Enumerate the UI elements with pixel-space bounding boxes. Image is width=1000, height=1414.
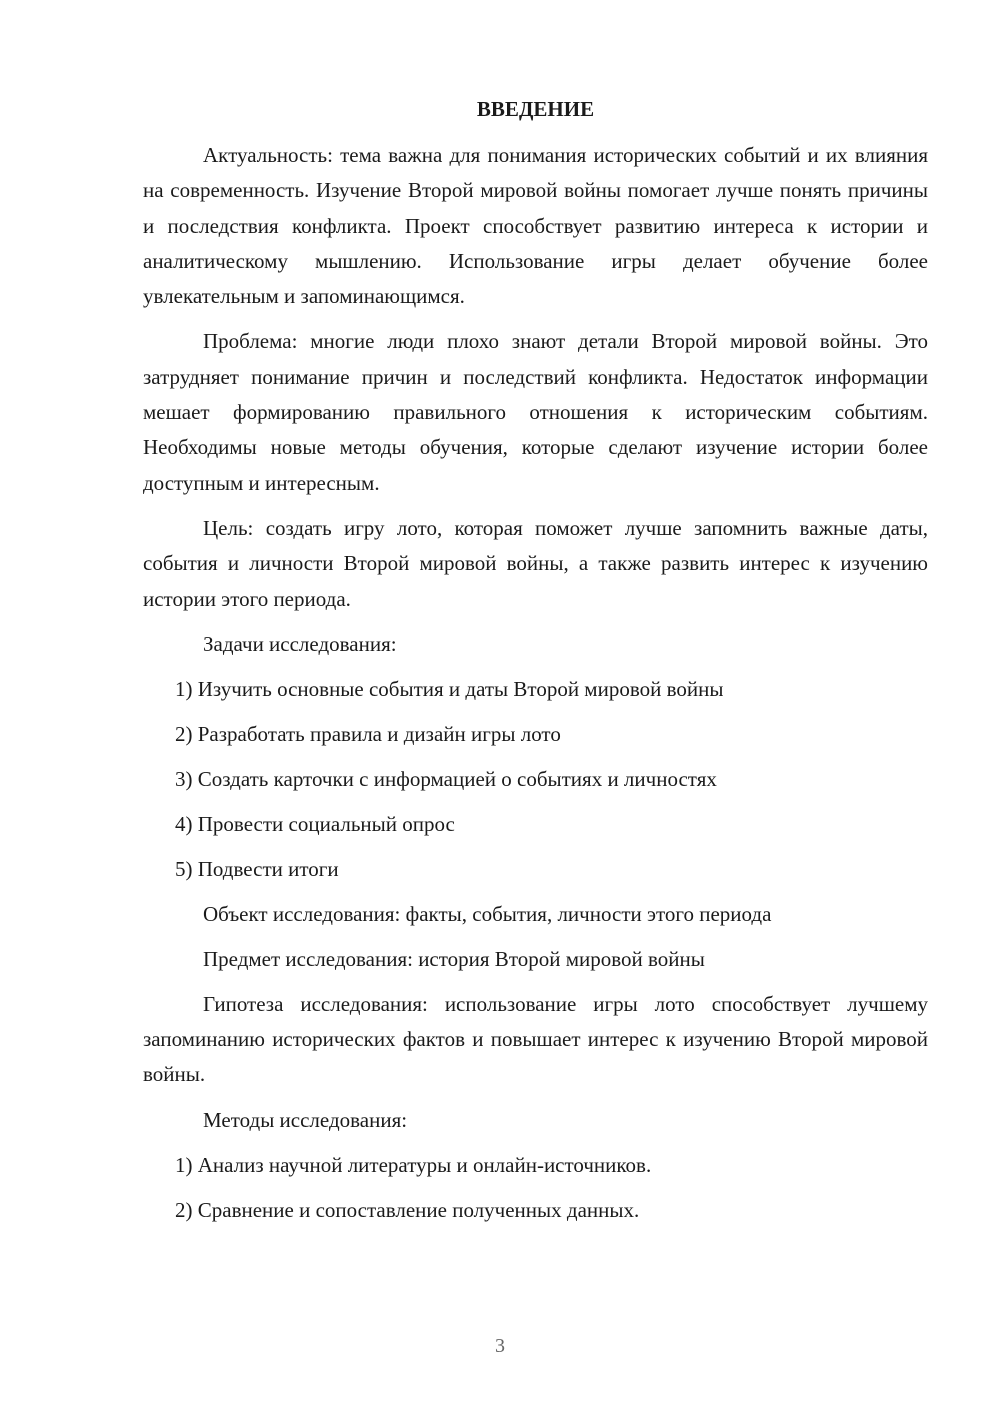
hypothesis-paragraph: Гипотеза исследования: использование игры лото способствует лучшему запоминанию исторических фактов и повышает интерес к изучению Второй мировой войны. <box>143 991 928 1087</box>
page-number: 3 <box>495 1335 505 1357</box>
tasks-heading: Задачи исследования: <box>203 631 397 656</box>
list-item: 2) Сравнение и сопоставление полученных данных. <box>175 1197 640 1222</box>
page-title: ВВЕДЕНИЕ <box>476 97 595 121</box>
methods-heading: Методы исследования: <box>203 1107 408 1132</box>
list-item: 3) Создать карточки с информацией о событиях и личностях <box>175 766 717 791</box>
list-item: 1) Анализ научной литературы и онлайн-источников. <box>175 1152 652 1177</box>
goal-paragraph: Цель: создать игру лото, которая поможет лучше запомнить важные даты, события и личности Второй мировой войны, а также развить интерес к изучению истории этого периода. <box>143 515 928 611</box>
relevance-paragraph: Актуальность: тема важна для понимания исторических событий и их влияния на современность. Изучение Второй мировой войны помогает лучше понять причины и последствия конфликта. Проект способствует развитию интереса к истории и аналитическому мышлению. Использование игры делает обучение более увлекательным и запоминающимся. <box>143 143 928 309</box>
list-item: 4) Провести социальный опрос <box>175 811 455 836</box>
subject-line: Предмет исследования: история Второй мировой войны <box>203 946 705 971</box>
list-item: 5) Подвести итоги <box>175 856 339 881</box>
list-item: 2) Разработать правила и дизайн игры лото <box>175 721 561 746</box>
document-page <box>143 92 928 1238</box>
tasks-list <box>143 672 928 887</box>
list-item: 1) Изучить основные события и даты Второй мировой войны <box>175 676 724 701</box>
problem-paragraph: Проблема: многие люди плохо знают детали Второй мировой войны. Это затрудняет понимание причин и последствий конфликта. Недостаток информации мешает формированию правильного отношения к историческим событиям. Необходимы новые методы обучения, которые сделают изучение истории более доступным и интересным. <box>143 329 928 495</box>
object-line: Объект исследования: факты, события, личности этого периода <box>203 901 772 926</box>
methods-list <box>143 1148 928 1228</box>
